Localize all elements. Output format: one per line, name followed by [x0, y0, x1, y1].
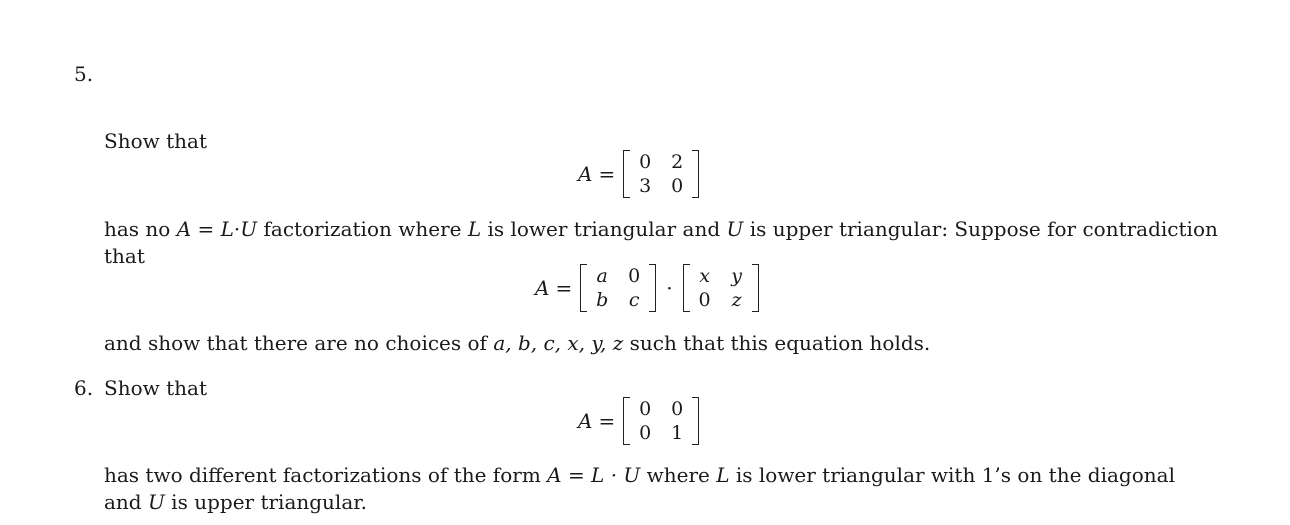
text-segment: is lower triangular with 1’s on the diagonal [729, 463, 1175, 487]
problem-5-factorization-equation [535, 264, 759, 312]
matrix-cell: y [731, 265, 742, 287]
text-segment: and show that there are no choices of [104, 331, 494, 355]
math-inline: L [467, 217, 482, 241]
math-inline: U [147, 490, 165, 514]
problem-6-statement-line-2 [104, 490, 367, 514]
matrix-L [580, 264, 656, 312]
equation-lhs: A [535, 276, 550, 300]
problem-5-statement-line-1 [104, 217, 1218, 241]
problem-5-statement-line-2: that [104, 244, 145, 268]
matrix-A [623, 397, 699, 445]
matrix-U [683, 264, 759, 312]
math-inline: U [726, 217, 744, 241]
problem-6-show-that: Show that [104, 376, 207, 400]
matrix-lhs: A [578, 162, 593, 186]
text-segment: has no [104, 217, 177, 241]
matrix-cell: b [596, 289, 609, 311]
text-segment: such that this equation holds. [623, 331, 931, 355]
matrix-cell: 0 [671, 398, 684, 420]
matrix-cell: a [596, 265, 608, 287]
problem-5-conclusion [104, 331, 930, 355]
matrix-cell: 0 [639, 398, 652, 420]
matrix-lhs: A [578, 409, 593, 433]
matrix-cell: x [699, 265, 710, 287]
text-segment: has two different factorizations of the form [104, 463, 548, 487]
matrix-cell: 0 [698, 289, 711, 311]
equals-sign: = [598, 409, 616, 433]
matrix-cell: 1 [671, 422, 684, 444]
math-inline: A = L·U [176, 217, 258, 241]
math-inline: a, b, c, x, y, z [493, 331, 624, 355]
problem-6-statement-line-1 [104, 463, 1175, 487]
text-segment: is upper triangular. [164, 490, 367, 514]
text-segment: is lower triangular and [481, 217, 727, 241]
matrix-cell: 0 [639, 151, 652, 173]
problem-5-show-that: Show that [104, 129, 207, 153]
text-segment: where [640, 463, 717, 487]
equals-sign: = [555, 276, 573, 300]
matrix-cell: c [628, 289, 640, 311]
matrix-cell: z [731, 289, 742, 311]
problem-6-matrix-equation [578, 397, 699, 445]
text-segment: factorization where [257, 217, 468, 241]
problem-5-matrix-equation [578, 150, 699, 198]
math-inline: A = L · U [547, 463, 641, 487]
matrix-cell: 0 [628, 265, 641, 287]
matrix-cell: 3 [639, 175, 652, 197]
problem-6-number: 6. [74, 376, 94, 400]
problem-5-number: 5. [74, 62, 94, 86]
math-inline: L [716, 463, 730, 487]
matrix-cell: 0 [639, 422, 652, 444]
equals-sign: = [598, 162, 616, 186]
matrix-cell: 2 [671, 151, 684, 173]
multiply-dot: · [666, 276, 673, 300]
matrix-A [623, 150, 699, 198]
text-segment: and [104, 490, 148, 514]
matrix-cell: 0 [671, 175, 684, 197]
text-segment: is upper triangular: Suppose for contradiction [743, 217, 1218, 241]
